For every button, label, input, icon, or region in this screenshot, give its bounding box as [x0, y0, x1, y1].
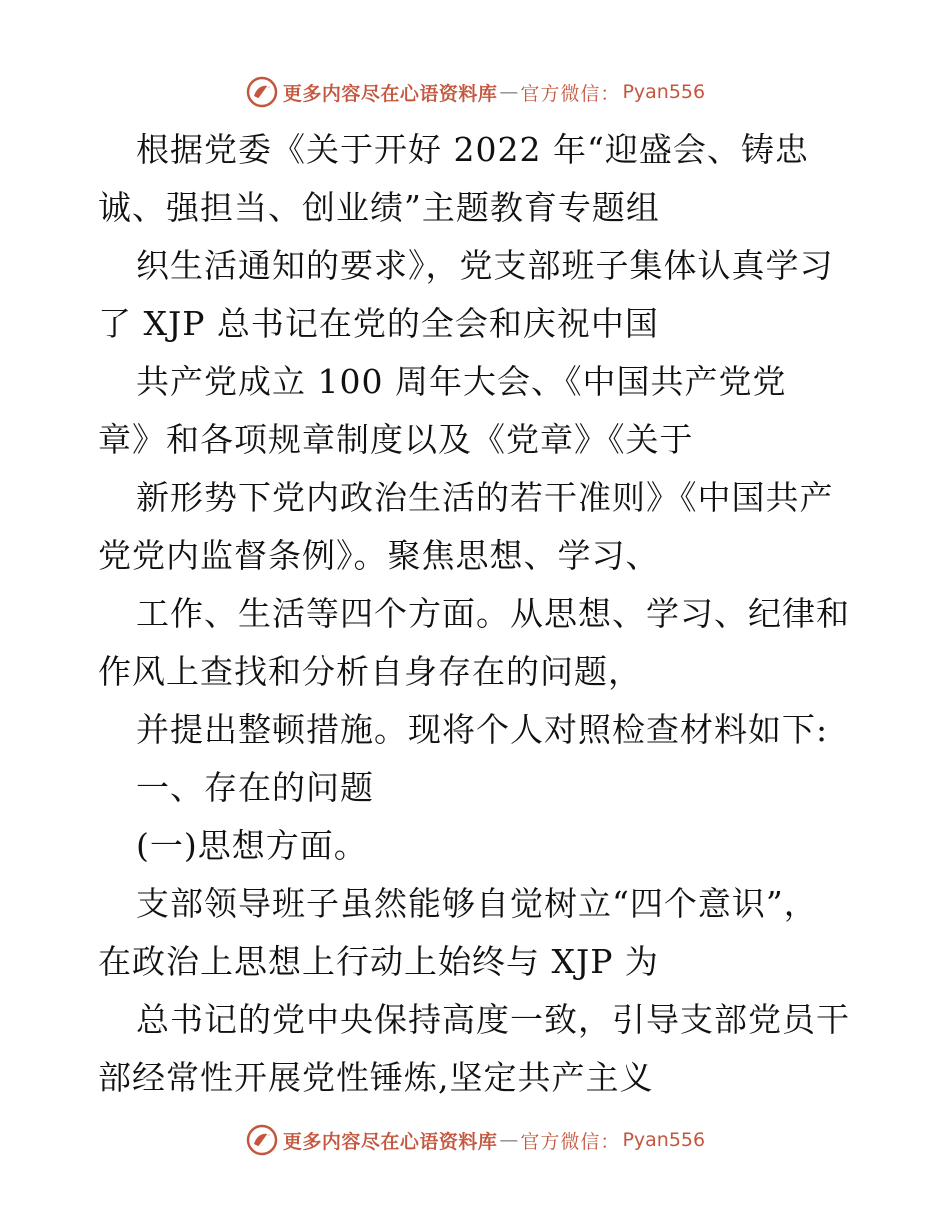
seal-logo-icon [245, 1123, 279, 1157]
banner-wechat-id: Pyan556 [622, 1129, 706, 1151]
text-line: 党党内监督条例》。聚焦思想、学习、 [98, 536, 660, 575]
header-banner [0, 72, 950, 112]
banner-wechat-id: Pyan556 [622, 81, 706, 103]
text-line: 支部领导班子虽然能够自觉树立“四个意识”， [136, 884, 818, 923]
section-heading: 一、存在的问题 [136, 768, 374, 807]
text-line: 诚、强担当、创业绩”主题教育专题组 [98, 188, 660, 227]
subsection-heading: (一)思想方面。 [136, 826, 368, 865]
text-line: 共产党成立 100 周年大会、《中国共产党党 [136, 362, 787, 401]
banner-label: 官方微信： [520, 1130, 621, 1153]
text-line: 章》和各项规章制度以及《党章》《关于 [98, 420, 694, 459]
footer-banner [0, 1120, 950, 1160]
text-line: 了 XJP 总书记在党的全会和庆祝中国 [98, 304, 659, 343]
banner-text: 更多内容尽在心语资料库 [282, 82, 498, 105]
text-line: 新形势下党内政治生活的若干准则》《中国共产 [136, 478, 834, 517]
text-line: 部经常性开展党性锤炼,坚定共产主义 [98, 1058, 654, 1097]
text-line: 并提出整顿措施。现将个人对照检查材料如下: [136, 710, 829, 749]
seal-logo-icon [245, 75, 279, 109]
text-line: 作风上查找和分析自身存在的问题， [98, 652, 642, 691]
text-line: 在政治上思想上行动上始终与 XJP 为 [98, 942, 659, 981]
banner-dash: — [499, 81, 519, 103]
text-line: 根据党委《关于开好 2022 年“迎盛会、铸忠 [136, 130, 809, 169]
text-line: 织生活通知的要求》，党支部班子集体认真学习 [136, 246, 834, 285]
document-body [98, 121, 868, 1107]
banner-text: 更多内容尽在心语资料库 [282, 1130, 498, 1153]
banner-dash: — [499, 1129, 519, 1151]
text-line: 总书记的党中央保持高度一致，引导支部党员干 [136, 1000, 850, 1039]
banner-label: 官方微信： [520, 82, 621, 105]
text-line: 工作、生活等四个方面。从思想、学习、纪律和 [136, 594, 850, 633]
